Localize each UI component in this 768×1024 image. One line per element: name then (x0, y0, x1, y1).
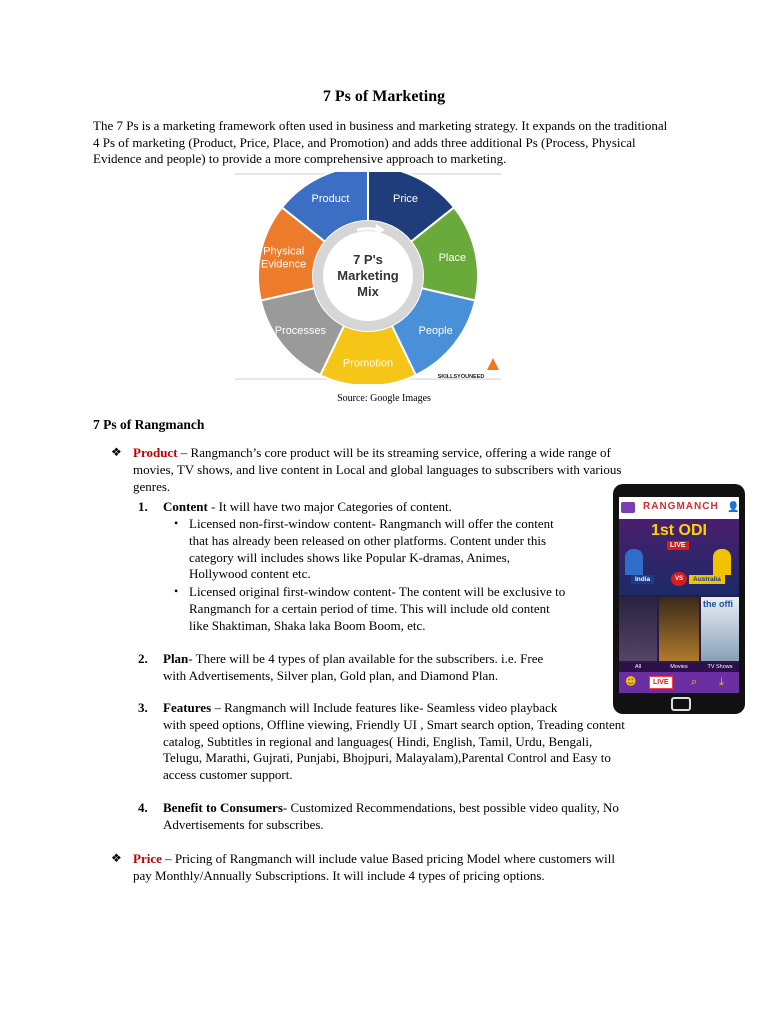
profile-icon[interactable]: ☻ (625, 675, 637, 688)
segment-label: Physical (263, 245, 305, 258)
app-header (619, 497, 739, 519)
poster-row (619, 597, 739, 661)
diamond-bullet-icon: ❖ (111, 445, 122, 459)
poster-2[interactable] (659, 597, 699, 661)
segment-label: Price (392, 193, 419, 206)
product-paragraph: Product – Rangmanch’s core product will be its streaming service, offering a wide range of movies, TV shows, and live content in Local and global languages to subscribers with various genres. (133, 445, 622, 494)
app-tab-bar (619, 663, 739, 672)
segment-label: Processes (274, 324, 327, 337)
diamond-bullet-icon: ❖ (111, 851, 122, 865)
segment-label: Place (438, 251, 467, 264)
features-item: Features – Rangmanch will Include features like- Seamless video playback with speed options, Offline viewing, Friendly UI , Smart search option, Treading content catalog, Subtitles in regional and languages( Hindi, English, Tamil, Urdu, Bengali, Telugu, Marathi, Gujrati, Punjabi, Bhojpuri, Malayalam),Parental Control and Easy to access customer support. (163, 700, 625, 783)
segment-label: People (418, 324, 453, 337)
live-badge: LIVE (667, 541, 689, 550)
center-line-1: 7 P's (353, 252, 383, 267)
bullet-dot-icon: • (174, 516, 179, 530)
player-left (625, 549, 643, 575)
tab-movies[interactable]: Movies (670, 664, 688, 670)
tab-tv-shows[interactable]: TV Shows (707, 664, 733, 670)
app-bottom-bar (619, 672, 739, 693)
vs-badge: VS (671, 572, 687, 586)
search-icon[interactable]: ⌕ (691, 675, 698, 688)
skillsyouneed-logo (438, 358, 499, 380)
banner-title: 1st ODI (650, 522, 707, 539)
download-icon[interactable]: ⤓ (719, 675, 724, 688)
tab-all[interactable]: All (634, 664, 642, 670)
marketing-mix-diagram (233, 172, 503, 384)
poster-3[interactable] (701, 597, 739, 661)
document-title: 7 Ps of Marketing (322, 88, 446, 105)
intro-paragraph: The 7 Ps is a marketing framework often used in business and marketing strategy. It expands on the traditional 4 Ps of marketing (Product, Price, Place, and Promotion) and adds three additional Ps (Process, Physical Evidence and people) to provide a more comprehensive approach to marketing. (93, 118, 668, 166)
content-bullet-2: Licensed original first-window content- The content will be exclusive to Rangmanch for a certain period of time. This will include old content like Shaktiman, Shaka laka Boom Boom, etc. (189, 584, 566, 633)
app-name: RANGMANCH (643, 501, 719, 512)
price-label: Price (133, 851, 162, 866)
item-number: 1. (138, 499, 148, 514)
center-line-3: Mix (357, 284, 379, 299)
content-item: Content - It will have two major Categories of content. (163, 499, 452, 514)
segment-label: Promotion (342, 357, 394, 370)
item-number: 3. (138, 700, 148, 715)
live-match-banner[interactable] (619, 519, 739, 595)
poster-1[interactable] (619, 597, 657, 661)
segment-label: Evidence (261, 258, 307, 271)
content-bullet-1: Licensed non-first-window content- Rangmanch will offer the content that has already been released on other platforms. Content under this category will includes shows like Popular K-dramas, Animes, Hollywood content etc. (189, 516, 554, 582)
phone-home-button (671, 697, 691, 711)
center-line-2: Marketing (337, 268, 399, 283)
bullet-dot-icon: • (174, 584, 179, 598)
player-right (713, 549, 731, 575)
segment-label: Product (311, 193, 350, 206)
benefit-item: Benefit to Consumers- Customized Recommendations, best possible video quality, No Advertisements for subscribes. (163, 800, 619, 832)
item-number: 2. (138, 651, 148, 666)
live-button[interactable]: LIVE (649, 676, 673, 689)
section-title: 7 Ps of Rangmanch (93, 417, 205, 432)
app-screen (619, 497, 739, 693)
product-label: Product (133, 445, 178, 460)
app-logo-icon (621, 502, 635, 513)
item-number: 4. (138, 800, 148, 815)
price-paragraph: Price – Pricing of Rangmanch will include value Based pricing Model where customers will pay Monthly/Annually Subscriptions. It will include 4 types of pricing options. (133, 851, 615, 883)
poster-title: the offi (703, 599, 733, 609)
image-source-caption: Source: Google Images (337, 393, 431, 404)
team-right: Australia (689, 575, 725, 584)
team-left: India (631, 575, 654, 584)
user-icon[interactable]: 👤 (727, 502, 739, 513)
plan-item: Plan- There will be 4 types of plan available for the subscribers. i.e. Free with Advertisements, Silver plan, Gold plan, and Diamond Plan. (163, 651, 544, 683)
logo-text: SKILLSYOUNEED (437, 374, 485, 380)
